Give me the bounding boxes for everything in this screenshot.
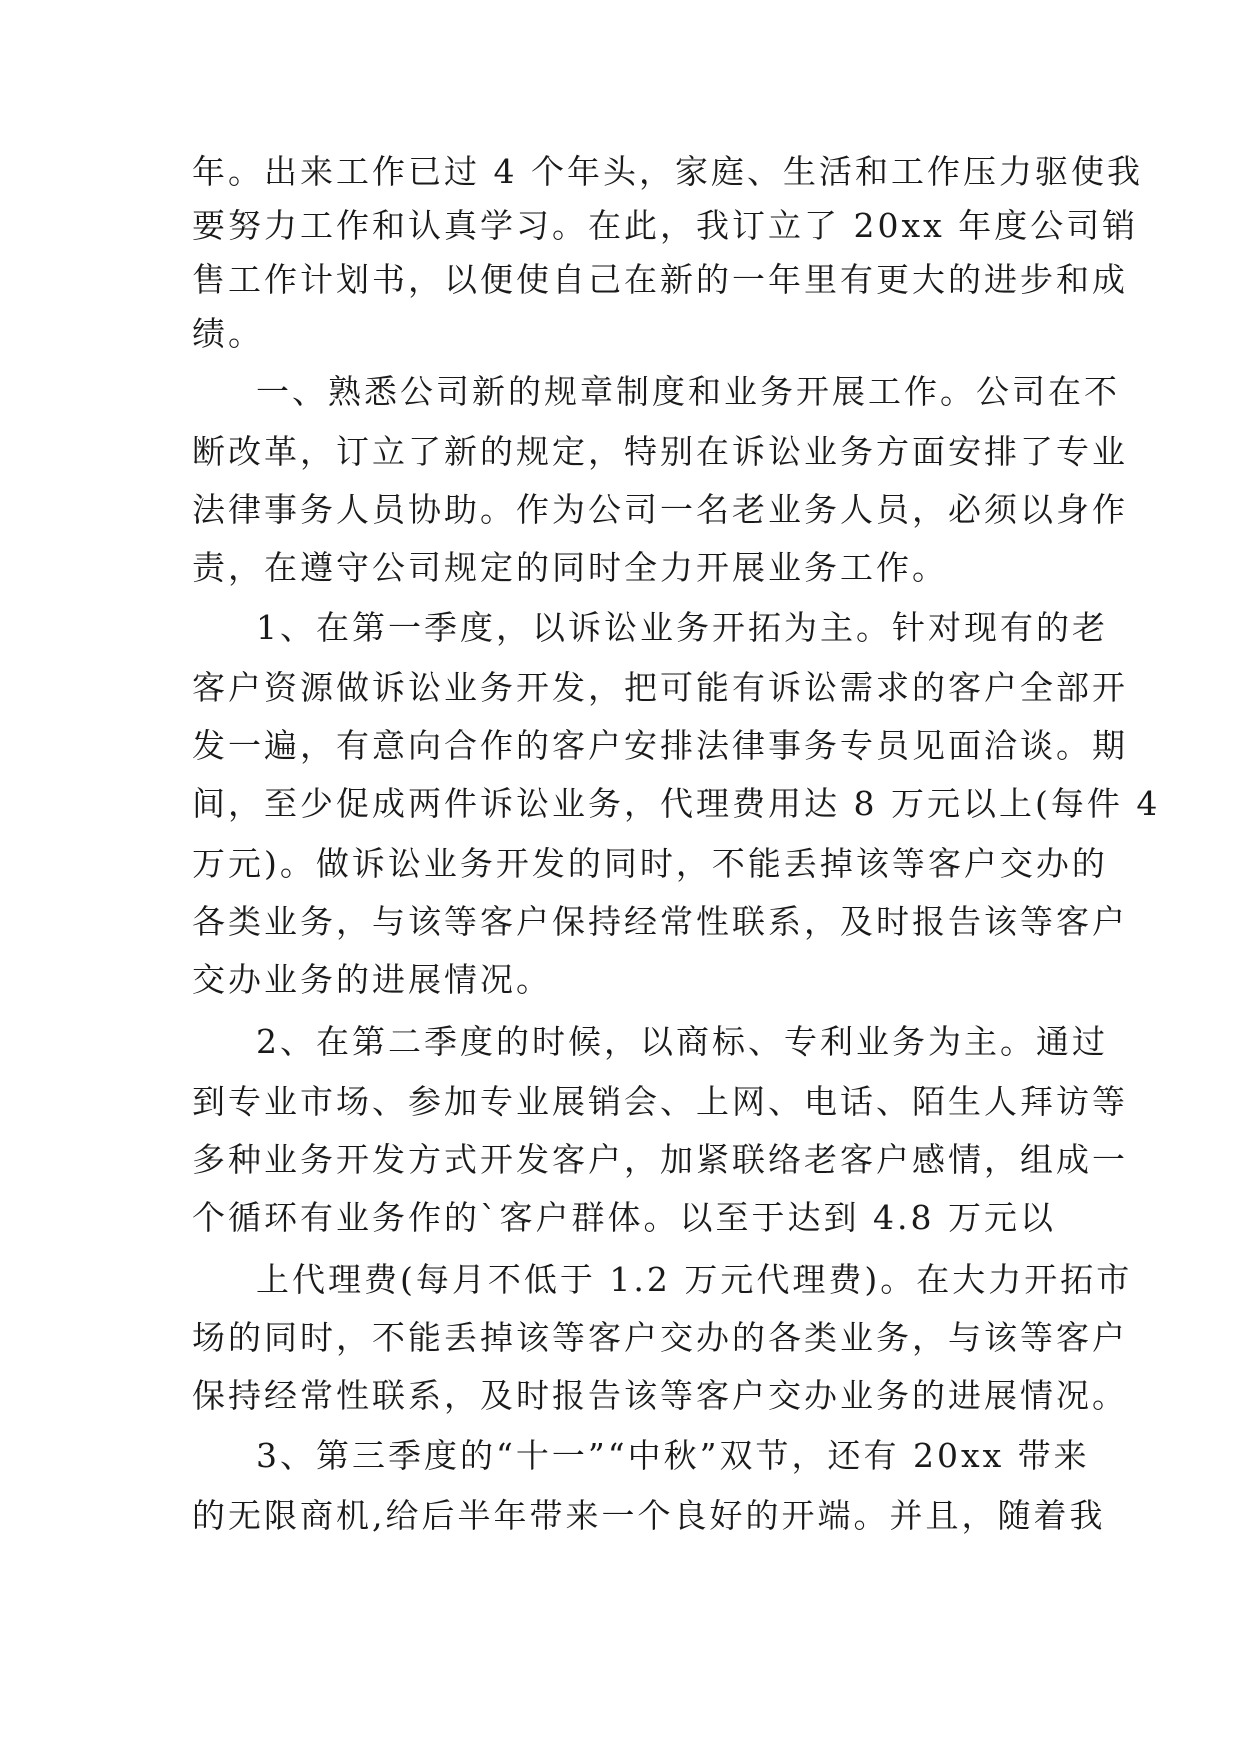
text-line: 一、熟悉公司新的规章制度和业务开展工作。公司在不	[256, 372, 1120, 411]
text-line: 绩。	[192, 314, 264, 353]
text-line: 责，在遵守公司规定的同时全力开展业务工作。	[192, 548, 948, 587]
text-line: 的无限商机,给后半年带来一个良好的开端。并且，随着我	[192, 1496, 1106, 1535]
text-line: 保持经常性联系，及时报告该等客户交办业务的进展情况。	[192, 1376, 1128, 1415]
text-line: 1、在第一季度，以诉讼业务开拓为主。针对现有的老	[256, 608, 1108, 647]
text-line: 多种业务开发方式开发客户，加紧联络老客户感情，组成一	[192, 1140, 1128, 1179]
text-line: 到专业市场、参加专业展销会、上网、电话、陌生人拜访等	[192, 1082, 1128, 1121]
text-line: 万元)。做诉讼业务开发的同时，不能丢掉该等客户交办的	[192, 844, 1108, 883]
text-line: 年。出来工作已过 4 个年头，家庭、生活和工作压力驱使我	[192, 152, 1143, 191]
text-line: 要努力工作和认真学习。在此，我订立了 20xx 年度公司销	[192, 206, 1139, 245]
text-line: 上代理费(每月不低于 1.2 万元代理费)。在大力开拓市	[256, 1260, 1133, 1299]
text-line: 各类业务，与该等客户保持经常性联系，及时报告该等客户	[192, 902, 1128, 941]
text-line: 客户资源做诉讼业务开发，把可能有诉讼需求的客户全部开	[192, 668, 1128, 707]
text-line: 断改革，订立了新的规定，特别在诉讼业务方面安排了专业	[192, 432, 1128, 471]
text-line: 交办业务的进展情况。	[192, 960, 552, 999]
text-line: 3、第三季度的“十一”“中秋”双节，还有 20xx 带来	[256, 1436, 1090, 1475]
text-line: 间，至少促成两件诉讼业务，代理费用达 8 万元以上(每件 4	[192, 784, 1161, 823]
text-line: 个循环有业务作的`客户群体。以至于达到 4.8 万元以	[192, 1198, 1056, 1237]
text-line: 售工作计划书，以便使自己在新的一年里有更大的进步和成	[192, 260, 1128, 299]
text-line: 法律事务人员协助。作为公司一名老业务人员，必须以身作	[192, 490, 1128, 529]
text-line: 场的同时，不能丢掉该等客户交办的各类业务，与该等客户	[192, 1318, 1128, 1357]
text-line: 发一遍，有意向合作的客户安排法律事务专员见面洽谈。期	[192, 726, 1128, 765]
text-line: 2、在第二季度的时候，以商标、专利业务为主。通过	[256, 1022, 1108, 1061]
